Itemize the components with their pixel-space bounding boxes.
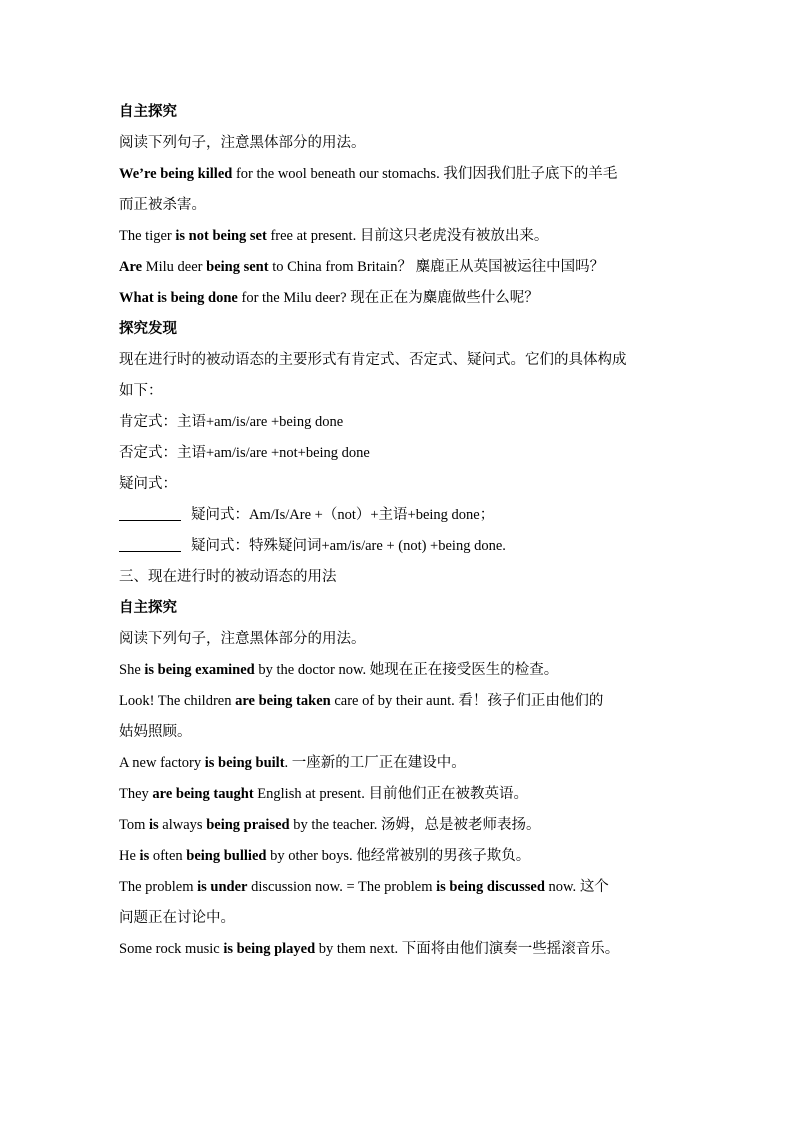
- form-question: 疑问式：: [119, 476, 177, 492]
- example-translation-continued: 问题正在讨论中。: [119, 910, 235, 926]
- example-sentence: The problem is under discussion now. = The problem is being discussed now. 这个: [119, 879, 609, 895]
- instruction: 阅读下列句子，注意黑体部分的用法。: [119, 135, 366, 151]
- fill-in-line: 疑问式：Am/Is/Are +（not）+主语+being done；: [119, 500, 679, 531]
- section-heading: [119, 314, 679, 345]
- example-sentence: Are Milu deer being sent to China from Britain？ 麋鹿正从英国被运往中国吗？: [119, 259, 605, 275]
- example-sentence: A new factory is being built. 一座新的工厂正在建设中。: [119, 755, 466, 771]
- example-translation-continued: 姑妈照顾。: [119, 724, 192, 740]
- example-translation-continued: 而正被杀害。: [119, 197, 206, 213]
- instruction: 阅读下列句子，注意黑体部分的用法。: [119, 631, 366, 647]
- document-page: [119, 97, 679, 965]
- fill-in-line: 疑问式：特殊疑问词+am/is/are + (not) +being done.: [119, 531, 679, 562]
- example-sentence: Some rock music is being played by them next. 下面将由他们演奏一些摇滚音乐。: [119, 941, 620, 957]
- form-affirmative: 肯定式：主语+am/is/are +being done: [119, 414, 344, 430]
- example-sentence: The tiger is not being set free at present. 目前这只老虎没有被放出来。: [119, 228, 549, 244]
- section-heading: [119, 97, 679, 128]
- heading-text: 自主探究: [119, 600, 177, 616]
- example-sentence: Look! The children are being taken care of by their aunt. 看！孩子们正由他们的: [119, 693, 604, 709]
- example-sentence: They are being taught English at present. 目前他们正在被教英语。: [119, 786, 528, 802]
- example-sentence: Tom is always being praised by the teacher. 汤姆，总是被老师表扬。: [119, 817, 541, 833]
- form-negative: 否定式：主语+am/is/are +not+being done: [119, 445, 370, 461]
- section-heading: [119, 593, 679, 624]
- section-title: 三、现在进行时的被动语态的用法: [119, 569, 337, 585]
- paragraph: 现在进行时的被动语态的主要形式有肯定式、否定式、疑问式。它们的具体构成: [119, 352, 627, 368]
- example-sentence: He is often being bullied by other boys. 他经常被别的男孩子欺负。: [119, 848, 531, 864]
- heading-text: 自主探究: [119, 104, 177, 120]
- paragraph-continued: 如下：: [119, 383, 163, 399]
- example-sentence: She is being examined by the doctor now. 她现在正在接受医生的检查。: [119, 662, 559, 678]
- heading-text: 探究发现: [119, 321, 177, 337]
- answer-blank[interactable]: [119, 535, 181, 552]
- answer-blank[interactable]: [119, 504, 181, 521]
- example-sentence: We’re being killed for the wool beneath our stomachs. 我们因我们肚子底下的羊毛: [119, 166, 618, 182]
- example-sentence: What is being done for the Milu deer? 现在正在为麋鹿做些什么呢？: [119, 290, 539, 306]
